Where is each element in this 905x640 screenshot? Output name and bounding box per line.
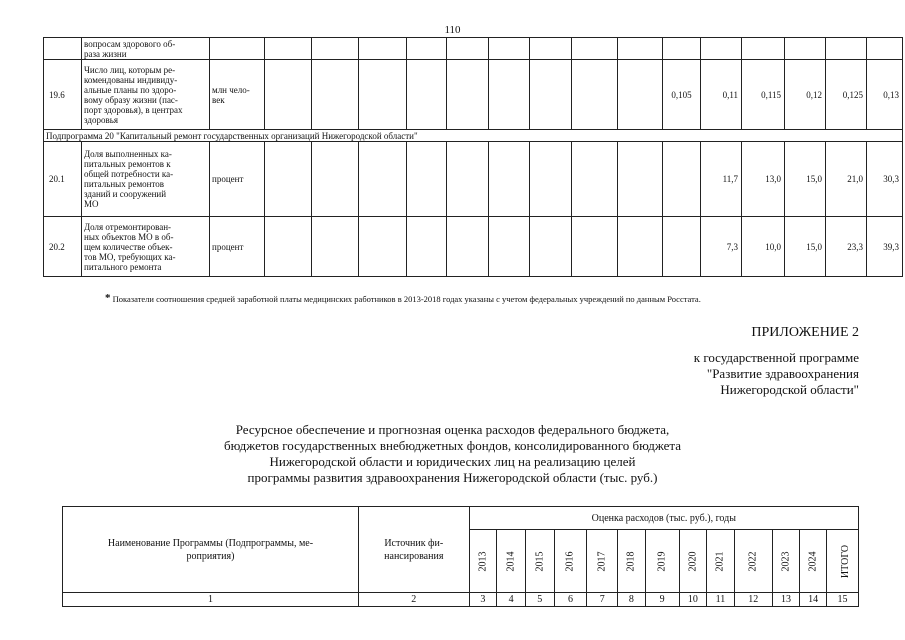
value-cell xyxy=(407,142,447,217)
value-cell: 0,115 xyxy=(742,60,785,130)
value-cell: 15,0 xyxy=(785,217,826,277)
column-number: 2 xyxy=(358,593,469,607)
value-cell: 10,0 xyxy=(742,217,785,277)
value-cell xyxy=(447,60,489,130)
value-cell xyxy=(572,142,618,217)
value-cell xyxy=(407,38,447,60)
value-cell xyxy=(742,38,785,60)
year-label: ИТОГО xyxy=(840,544,852,578)
value-cell xyxy=(359,217,407,277)
value-cell xyxy=(359,142,407,217)
value-cell: 7,3 xyxy=(701,217,742,277)
value-cell xyxy=(618,217,663,277)
year-label: 2017 xyxy=(596,551,608,571)
value-cell xyxy=(489,217,530,277)
year-label: 2013 xyxy=(477,551,489,571)
value-cell xyxy=(701,38,742,60)
appendix-line-3: Нижегородской области" xyxy=(720,382,859,397)
year-header xyxy=(645,530,679,593)
subprogram-row xyxy=(44,130,903,142)
value-cell: 23,3 xyxy=(826,217,867,277)
column-number: 5 xyxy=(525,593,554,607)
year-header xyxy=(734,530,772,593)
footnote-text: Показатели соотношения средней заработной платы медицинских работников в 2013-2018 годах указаны с учетом федеральных учреждений по данным Росстата. xyxy=(112,294,701,304)
appendix-title: ПРИЛОЖЕНИЕ 2 xyxy=(751,325,859,340)
value-cell xyxy=(572,217,618,277)
value-cell xyxy=(312,38,359,60)
value-cell: 0,105 xyxy=(663,60,701,130)
appendix-line-1: к государственной программе xyxy=(693,350,859,365)
year-label: 2021 xyxy=(714,551,726,571)
row-name: Число лиц, которым ре- комендованы индивиду- альные планы по здоро- вому образу жизни (пас- порт здоровья), в центрах здоровья xyxy=(82,60,210,130)
resource-table xyxy=(62,506,859,607)
year-header xyxy=(772,530,800,593)
row-number xyxy=(44,38,82,60)
value-cell xyxy=(265,60,312,130)
value-cell xyxy=(447,38,489,60)
value-cell xyxy=(312,142,359,217)
value-cell: 0,11 xyxy=(701,60,742,130)
col-group-header: Оценка расходов (тыс. руб.), годы xyxy=(469,507,858,530)
value-cell xyxy=(447,142,489,217)
value-cell xyxy=(407,217,447,277)
column-number: 15 xyxy=(826,593,858,607)
value-cell: 30,3 xyxy=(867,142,903,217)
row-unit: процент xyxy=(210,142,265,217)
value-cell xyxy=(407,60,447,130)
value-cell: 11,7 xyxy=(701,142,742,217)
row-number: 19.6 xyxy=(44,60,82,130)
appendix-line-2: "Развитие здравоохранения xyxy=(706,366,859,381)
value-cell xyxy=(572,60,618,130)
table-row xyxy=(44,38,903,60)
value-cell xyxy=(572,38,618,60)
heading-line-2: бюджетов государственных внебюджетных фондов, консолидированного бюджета xyxy=(223,438,682,453)
year-header xyxy=(469,530,497,593)
value-cell xyxy=(618,60,663,130)
row-unit xyxy=(210,38,265,60)
value-cell xyxy=(826,38,867,60)
value-cell xyxy=(489,60,530,130)
value-cell: 39,3 xyxy=(867,217,903,277)
year-header xyxy=(497,530,526,593)
table-row xyxy=(44,217,903,277)
column-number: 8 xyxy=(618,593,646,607)
row-name: Доля отремонтирован- ных объектов МО в об- щем количестве объек- тов МО, требующих ка- питального ремонта xyxy=(82,217,210,277)
column-number: 7 xyxy=(587,593,618,607)
column-number: 10 xyxy=(679,593,707,607)
year-label: 2023 xyxy=(780,551,792,571)
value-cell: 21,0 xyxy=(826,142,867,217)
table-row xyxy=(44,60,903,130)
indicators-table xyxy=(43,37,903,277)
value-cell xyxy=(530,217,572,277)
value-cell xyxy=(867,38,903,60)
value-cell: 0,125 xyxy=(826,60,867,130)
year-label: 2014 xyxy=(505,551,517,571)
heading-line-3: Нижегородской области и юридических лиц на реализацию целей xyxy=(269,454,636,469)
year-label: 2018 xyxy=(625,551,637,571)
row-number: 20.1 xyxy=(44,142,82,217)
row-unit: процент xyxy=(210,217,265,277)
year-label: 2020 xyxy=(687,551,699,571)
heading-line-1: Ресурсное обеспечение и прогнозная оценка расходов федерального бюджета, xyxy=(235,422,670,437)
year-label: 2022 xyxy=(747,551,759,571)
value-cell xyxy=(785,38,826,60)
document-heading xyxy=(0,422,905,486)
col-source-header: Источник фи- нансирования xyxy=(358,507,469,593)
year-header xyxy=(707,530,735,593)
row-unit: млн чело- век xyxy=(210,60,265,130)
value-cell xyxy=(489,38,530,60)
footnote-star: * xyxy=(105,292,111,304)
value-cell xyxy=(489,142,530,217)
column-number: 11 xyxy=(707,593,735,607)
value-cell xyxy=(663,217,701,277)
value-cell xyxy=(447,217,489,277)
year-header xyxy=(800,530,827,593)
value-cell: 13,0 xyxy=(742,142,785,217)
value-cell xyxy=(618,38,663,60)
column-number: 9 xyxy=(645,593,679,607)
column-number: 6 xyxy=(554,593,587,607)
value-cell xyxy=(265,142,312,217)
year-label: 2016 xyxy=(564,551,576,571)
column-number: 1 xyxy=(63,593,359,607)
value-cell xyxy=(530,142,572,217)
value-cell xyxy=(530,38,572,60)
column-number: 13 xyxy=(772,593,800,607)
value-cell: 15,0 xyxy=(785,142,826,217)
column-number: 14 xyxy=(800,593,827,607)
year-label: 2024 xyxy=(807,551,819,571)
value-cell xyxy=(265,217,312,277)
value-cell xyxy=(663,38,701,60)
page-number: 110 xyxy=(444,24,461,36)
year-header xyxy=(554,530,587,593)
heading-line-4: программы развития здравоохранения Нижегородской области (тыс. руб.) xyxy=(247,470,658,485)
value-cell xyxy=(359,38,407,60)
year-header xyxy=(679,530,707,593)
value-cell xyxy=(265,38,312,60)
column-number: 12 xyxy=(734,593,772,607)
row-name: вопросам здорового об- раза жизни xyxy=(82,38,210,60)
subprogram-title: Подпрограмма 20 "Капитальный ремонт государственных организаций Нижегородской области" xyxy=(44,130,903,142)
column-number: 4 xyxy=(497,593,526,607)
value-cell xyxy=(530,60,572,130)
value-cell xyxy=(663,142,701,217)
value-cell: 0,12 xyxy=(785,60,826,130)
year-header xyxy=(618,530,646,593)
footnote xyxy=(105,292,865,304)
year-header xyxy=(525,530,554,593)
value-cell xyxy=(359,60,407,130)
table-row xyxy=(44,142,903,217)
appendix-reference xyxy=(694,350,859,398)
value-cell xyxy=(312,217,359,277)
year-label: 2019 xyxy=(656,551,668,571)
column-number: 3 xyxy=(469,593,497,607)
year-header xyxy=(587,530,618,593)
row-number: 20.2 xyxy=(44,217,82,277)
year-label: 2015 xyxy=(534,551,546,571)
value-cell xyxy=(618,142,663,217)
col-name-header: Наименование Программы (Подпрограммы, ме- роприятия) xyxy=(63,507,359,593)
value-cell xyxy=(312,60,359,130)
year-header xyxy=(826,530,858,593)
row-name: Доля выполненных ка- питальных ремонтов к общей потребности ка- питальных ремонтов зданий и сооружений МО xyxy=(82,142,210,217)
value-cell: 0,13 xyxy=(867,60,903,130)
